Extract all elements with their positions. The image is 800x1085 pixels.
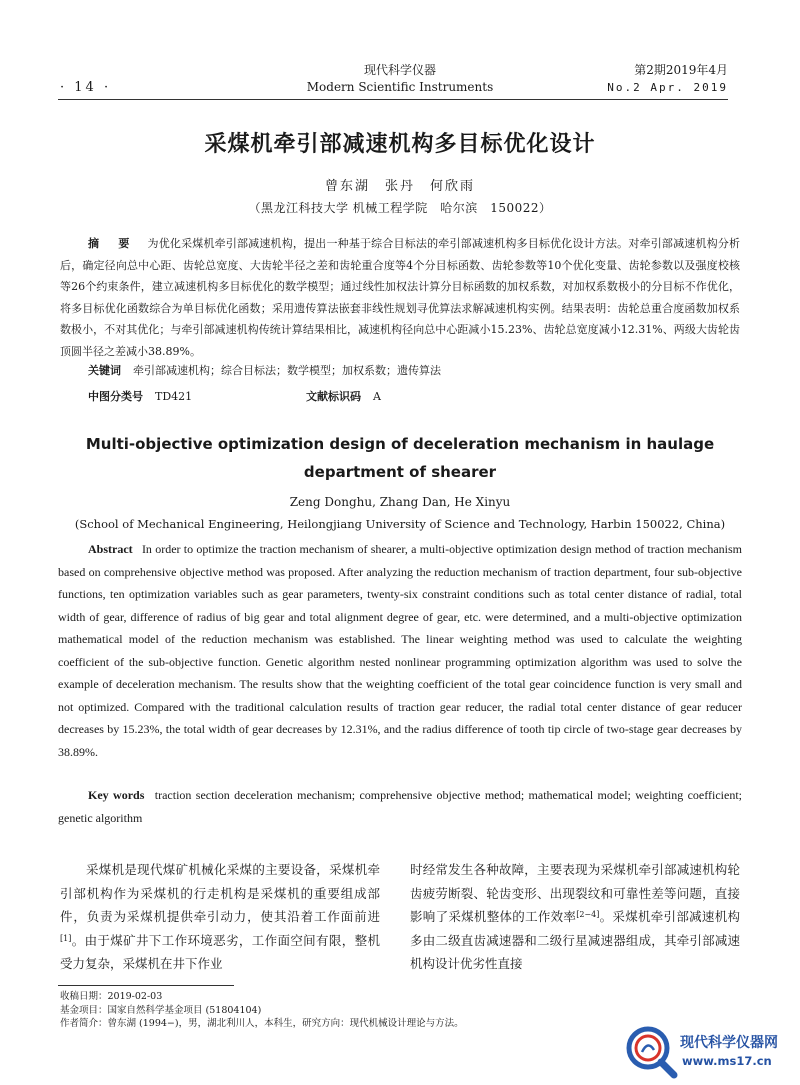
abstract-cn-label: 摘 要 bbox=[88, 237, 134, 250]
keywords-cn bbox=[88, 362, 748, 378]
watermark-url: www.ms17.cn bbox=[682, 1054, 772, 1068]
body-right-text-2: 。采煤机牵引部减速机构多由二级直齿减速器和二级行星减速器组成，其牵引部减速机构设计优劣性直接 bbox=[410, 909, 740, 971]
issue-cn: 第2期2019年4月 bbox=[634, 63, 728, 77]
affiliation-en: (School of Mechanical Engineering, Heilongjiang University of Science and Technology, Harbin 150022, China) bbox=[74, 517, 726, 531]
footnote-fund: 基金项目：国家自然科学基金项目 (51804104) bbox=[60, 1004, 262, 1016]
journal-name-cn: 现代科学仪器 bbox=[363, 63, 436, 77]
keywords-cn-text: 牵引部减速机构；综合目标法；数学模型；加权系数；遗传算法 bbox=[133, 364, 441, 377]
title-en: Multi-objective optimization design of deceleration mechanism in haulage department of shearer bbox=[85, 435, 715, 481]
magnifier-logo-icon bbox=[622, 1022, 680, 1080]
keywords-en bbox=[58, 784, 742, 829]
doc-code-value: A bbox=[373, 390, 381, 403]
doc-code bbox=[306, 388, 381, 404]
clc-label: 中图分类号 bbox=[88, 390, 143, 403]
abstract-en bbox=[58, 538, 742, 763]
journal-name-en: Modern Scientific Instruments bbox=[306, 80, 494, 94]
doc-code-label: 文献标识码 bbox=[306, 390, 361, 403]
affiliation-cn: （黑龙江科技大学 机械工程学院 哈尔滨 150022） bbox=[248, 201, 552, 215]
watermark-logo bbox=[620, 1020, 795, 1080]
citation-ref: [1] bbox=[60, 933, 72, 943]
keywords-cn-label: 关键词 bbox=[88, 364, 121, 377]
citation-ref: [2−4] bbox=[576, 910, 600, 919]
footnote-received: 收稿日期：2019-02-03 bbox=[60, 991, 163, 1002]
authors-en: Zeng Donghu, Zhang Dan, He Xinyu bbox=[289, 495, 511, 509]
body-left-text: 采煤机是现代煤矿机械化采煤的主要设备，采煤机牵引部机构作为采煤机的行走机构是采煤机的重要组成部件，负责为采煤机提供牵引动力，使其沿着工作面前进 bbox=[60, 862, 380, 924]
abstract-cn-text: 为优化采煤机牵引部减速机构，提出一种基于综合目标法的牵引部减速机构多目标优化设计方法。对牵引部减速机构分析后，确定径向总中心距、齿轮总宽度、大齿轮半径之差和齿轮重合度等4个分目标函数、齿轮参数等10个优化变量、齿轮参数以及强度校核等26个约束条件，建立减速机构多目标优化的数学模型；通过线性加权法计算分目标函数的加权系数，对加权系数极小的分目标不作优化，将多目标优化函数综合为单目标优化函数；采用遗传算法嵌套非线性规划寻优算法求解减速机构实例。结果表明：齿轮总重合度函数加权系数极小，不对其优化；与牵引部减速机构传统计算结果相比，减速机构径向总中心距减小15.23%、齿轮总宽度减小12.31%、两级大齿轮齿顶圆半径之差减小38.89%。 bbox=[60, 237, 740, 358]
issue-info bbox=[607, 62, 728, 96]
footnote-rule bbox=[58, 985, 234, 986]
abstract-cn bbox=[60, 233, 740, 362]
footnote-author: 作者简介：曾东湖 (1994−)，男，湖北利川人，本科生，研究方向：现代机械设计理论与方法。 bbox=[60, 1018, 464, 1029]
clc-value: TD421 bbox=[155, 390, 193, 403]
authors-cn: 曾东湖 张丹 何欣雨 bbox=[324, 179, 475, 194]
issue-en: No.2 Apr. 2019 bbox=[607, 81, 728, 94]
body-right-text: 时经常发生各种故障，主要表现为采煤机牵引部减速机构轮齿疲劳断裂、轮齿变形、出现裂纹和可靠性差等问题，直接影响了采煤机整体的工作效率 bbox=[410, 862, 740, 924]
abstract-en-label: Abstract bbox=[88, 542, 133, 556]
title-cn: 采煤机牵引部减速机构多目标优化设计 bbox=[204, 132, 596, 157]
header-rule bbox=[58, 99, 728, 100]
classification-row bbox=[88, 388, 748, 404]
abstract-en-text: In order to optimize the traction mechanism of shearer, a multi-objective optimization design method of traction mechanism based on comprehensive objective method was proposed. After analyzing the reduction mechanism of traction department, four sub-objective functions, ten optimization variables such as gear parameters, twenty-six constraint conditions such as total center distance of radial, total width of gear, difference of radius of big gear and total alignment degree of gear, etc. were determined, and a multi-objective optimization mathematical model of the reduction mechanism was established. The linear weighting method was used to calculate the weighting coefficient of the sub-objective function. Genetic algorithm nested nonlinear programming optimization algorithm was used to solve the example of deceleration mechanism. The results show that the weighting coefficient of the total gear coincidence function is very small and not optimized. Compared with the traditional calculation results of traction gear reducer, the radial total center distance of gear reducer decreases by 15.23%, the total width of gear decreases by 12.31%, and the radius difference of tooth tip circle of two-stage gear decreases by 38.89%. bbox=[58, 542, 743, 759]
watermark-site-name: 现代科学仪器网 bbox=[680, 1035, 778, 1051]
body-left-text-2: 。由于煤矿井下工作环境恶劣，工作面空间有限，整机受力复杂，采煤机在井下作业 bbox=[60, 932, 380, 971]
keywords-en-label: Key words bbox=[88, 788, 145, 802]
page-number: · 14 · bbox=[60, 80, 112, 95]
body-column-left bbox=[60, 858, 380, 976]
keywords-en-text: traction section deceleration mechanism; comprehensive objective method; mathematical model; weighting coefficient; genetic algorithm bbox=[58, 788, 743, 825]
body-column-right bbox=[410, 858, 740, 976]
